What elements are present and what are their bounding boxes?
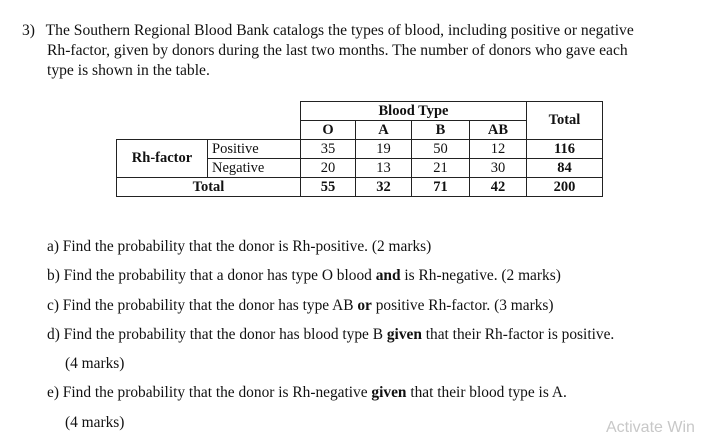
question-b bbox=[47, 261, 707, 290]
cell-positive-o: 35 bbox=[301, 140, 356, 159]
question-b-keyword: and bbox=[375, 267, 401, 285]
row-label-negative: Negative bbox=[208, 159, 301, 178]
question-e-marks: (4 marks) bbox=[65, 413, 125, 431]
cell-negative-o: 20 bbox=[301, 159, 356, 178]
cell-positive-ab: 12 bbox=[470, 140, 527, 159]
cell-negative-a: 13 bbox=[356, 159, 412, 178]
question-e-text-post: that their blood type is A. bbox=[406, 384, 567, 402]
question-d bbox=[47, 320, 707, 349]
header-type-a: A bbox=[356, 121, 412, 140]
activation-watermark: Activate Win bbox=[606, 419, 695, 436]
header-type-ab: AB bbox=[470, 121, 527, 140]
cell-total-a: 32 bbox=[356, 178, 412, 197]
cell-positive-total: 116 bbox=[527, 140, 603, 159]
table-row-positive bbox=[117, 140, 603, 159]
cell-grand-total: 200 bbox=[527, 178, 603, 197]
question-d-text-post: that their Rh-factor is positive. bbox=[421, 325, 615, 343]
cell-total-ab: 42 bbox=[470, 178, 527, 197]
question-e-keyword: given bbox=[371, 384, 407, 402]
question-a: a) Find the probability that the donor is Rh-positive. (2 marks) bbox=[47, 238, 432, 255]
question-list bbox=[47, 232, 707, 437]
question-d-text-pre: d) Find the probability that the donor has blood type B bbox=[47, 325, 387, 343]
problem-number: 3) bbox=[22, 22, 35, 39]
question-c-text-pre: c) Find the probability that the donor has type AB bbox=[47, 296, 358, 314]
question-d-keyword: given bbox=[386, 325, 422, 343]
cell-negative-ab: 30 bbox=[470, 159, 527, 178]
blood-type-table bbox=[116, 101, 603, 197]
header-type-b: B bbox=[412, 121, 470, 140]
question-c-text-post: positive Rh-factor. (3 marks) bbox=[371, 296, 554, 314]
row-label-positive: Positive bbox=[208, 140, 301, 159]
header-blood-type: Blood Type bbox=[301, 102, 527, 121]
problem-line-1 bbox=[22, 21, 702, 41]
row-label-total: Total bbox=[117, 178, 301, 197]
problem-text-1: The Southern Regional Blood Bank catalogs the types of blood, including positive or negative bbox=[45, 22, 634, 39]
question-e-text-pre: e) Find the probability that the donor is Rh-negative bbox=[47, 384, 372, 402]
table-corner bbox=[117, 102, 301, 140]
table-row-total bbox=[117, 178, 603, 197]
question-d-marks: (4 marks) bbox=[65, 355, 125, 373]
cell-negative-total: 84 bbox=[527, 159, 603, 178]
cell-negative-b: 21 bbox=[412, 159, 470, 178]
cell-total-b: 71 bbox=[412, 178, 470, 197]
question-c bbox=[47, 291, 707, 320]
question-b-text-pre: b) Find the probability that a donor has type O blood bbox=[47, 267, 376, 285]
problem-line-2: Rh-factor, given by donors during the last two months. The number of donors who gave each bbox=[47, 42, 628, 59]
row-group-rh-factor: Rh-factor bbox=[117, 140, 208, 178]
question-b-text-post: is Rh-negative. (2 marks) bbox=[400, 267, 561, 285]
cell-total-o: 55 bbox=[301, 178, 356, 197]
header-total: Total bbox=[527, 102, 603, 140]
question-e bbox=[47, 378, 707, 407]
cell-positive-b: 50 bbox=[412, 140, 470, 159]
table-header-row-1 bbox=[117, 102, 603, 121]
problem-line-3: type is shown in the table. bbox=[47, 62, 210, 79]
header-type-o: O bbox=[301, 121, 356, 140]
question-c-keyword: or bbox=[357, 296, 372, 314]
cell-positive-a: 19 bbox=[356, 140, 412, 159]
problem-statement bbox=[22, 21, 702, 81]
